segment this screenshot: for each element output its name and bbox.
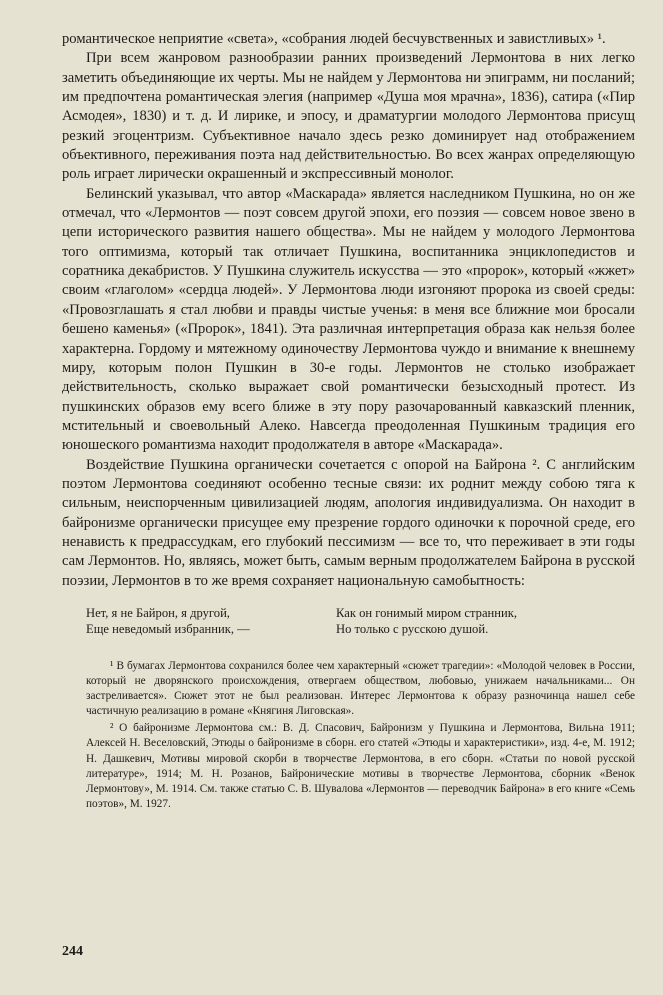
paragraph: романтическое неприятие «света», «собрания людей бесчувственных и завистливых» ¹.: [62, 31, 606, 47]
verse-right-column: [336, 605, 586, 637]
footnotes: [86, 659, 635, 812]
page-number: 244: [62, 944, 83, 959]
body-text: [62, 30, 635, 591]
verse-left-column: [86, 605, 336, 637]
verse-line: Но только с русскою душой.: [336, 621, 489, 636]
verse-line: Еще неведомый избранник, —: [86, 621, 250, 636]
paragraph: Воздействие Пушкина органически сочетается с опорой на Байрона ². С английским поэтом Лермонтова соединяют особенно тесные связи: их роднит между собою тяга к сильным, неиспорченным цивилизацией людям, апология индивидуализма. Он находит в байронизме органически присущее ему презрение гордого одиночки к порочной среде, его ненависть к предрассудкам, его глубокий пессимизм — все то, что переживает в эти годы сам Лермонтов. Но, являясь, может быть, самым верным продолжателем Байрона в русской поэзии, Лермонтов в то же время сохраняет национальную самобытность:: [62, 456, 635, 589]
verse-line: Как он гонимый миром странник,: [336, 605, 518, 620]
paragraph: Белинский указывал, что автор «Маскарада» является наследником Пушкина, но он же отмечал, что «Лермонтов — поэт совсем другой эпохи, его поэзия — совсем новое звено в цепи исторического развития нашего общества». Мы не найдем у молодого Лермонтова того оптимизма, который так отличает Пушкина, воспитанника энциклопедистов и соратника декабристов. У Пушкина служитель искусства — это «пророк», который «жжет» своим «глаголом» «сердца людей». У Лермонтова люди изгоняют пророка из своей среды: «Провозглашать я стал любви и правды чистые ученья: в меня все ближние мои бросали бешено каменья» («Пророк», 1841). Эта различная интерпретация образа как нельзя более характерна. Гордому и мятежному одиночеству Лермонтова чуждо и внимание к внешнему миру, которым полон Пушкин в 30-е годы. Лермонтов не столько изображает действительность, сколько выражает свой романтически безысходный протест. Из пушкинских образов ему всего ближе в эту пору разочарованный кавказский пленник, мстительный и своевольный Алеко. Навсегда преодоленная Пушкиным традиция его юношеского романтизма находит продолжателя в авторе «Маскарада».: [62, 185, 635, 454]
footnote: ¹ В бумагах Лермонтова сохранился более чем характерный «сюжет трагедии»: «Молодой человек в России, который не дворянского происхождения, отвергаем обществом, любовью, унижаем начальниками... Он застреливается». Сюжет этот не был реализован. Интерес Лермонтова к образу разночинца нашел себе частичную реализацию в романе «Княгиня Лиговская».: [86, 659, 635, 718]
footnote: ² О байронизме Лермонтова см.: В. Д. Спасович, Байронизм у Пушкина и Лермонтова, Вильна 1911; Алексей Н. Веселовский, Этюды о байронизме в сборн. его статей «Этюды и характеристики», изд. 4-е, М. 1912; Н. Дашкевич, Мотивы мировой скорби в творчестве Лермонтова, в его сборн. «Статьи по новой русской литературе», 1914; М. Н. Розанов, Байронические мотивы в творчестве Лермонтова, сборник «Венок Лермонтову», М. 1914. См. также статью С. В. Шувалова «Лермонтов — переводчик Байрона» в его книге «Семь поэтов», М. 1927.: [86, 722, 635, 810]
paragraph: При всем жанровом разнообразии ранних произведений Лермонтова в них легко заметить объединяющие их черты. Мы не найдем у Лермонтова ни эпиграмм, ни посланий; им предпочтена романтическая элегия (например «Душа моя мрачна», 1836), сатира («Пир Асмодея», 1830) и т. д. И лирике, и эпосу, и драматургии молодого Лермонтова присущ резкий эгоцентризм. Субъективное начало здесь резко доминирует над отображением объективного, переживания поэта над действительностью. Во всех жанрах определяющую роль играет лирически окрашенный и экспрессивный монолог.: [62, 50, 635, 183]
verse-line: Нет, я не Байрон, я другой,: [86, 605, 230, 620]
verse-quote: [86, 605, 635, 637]
